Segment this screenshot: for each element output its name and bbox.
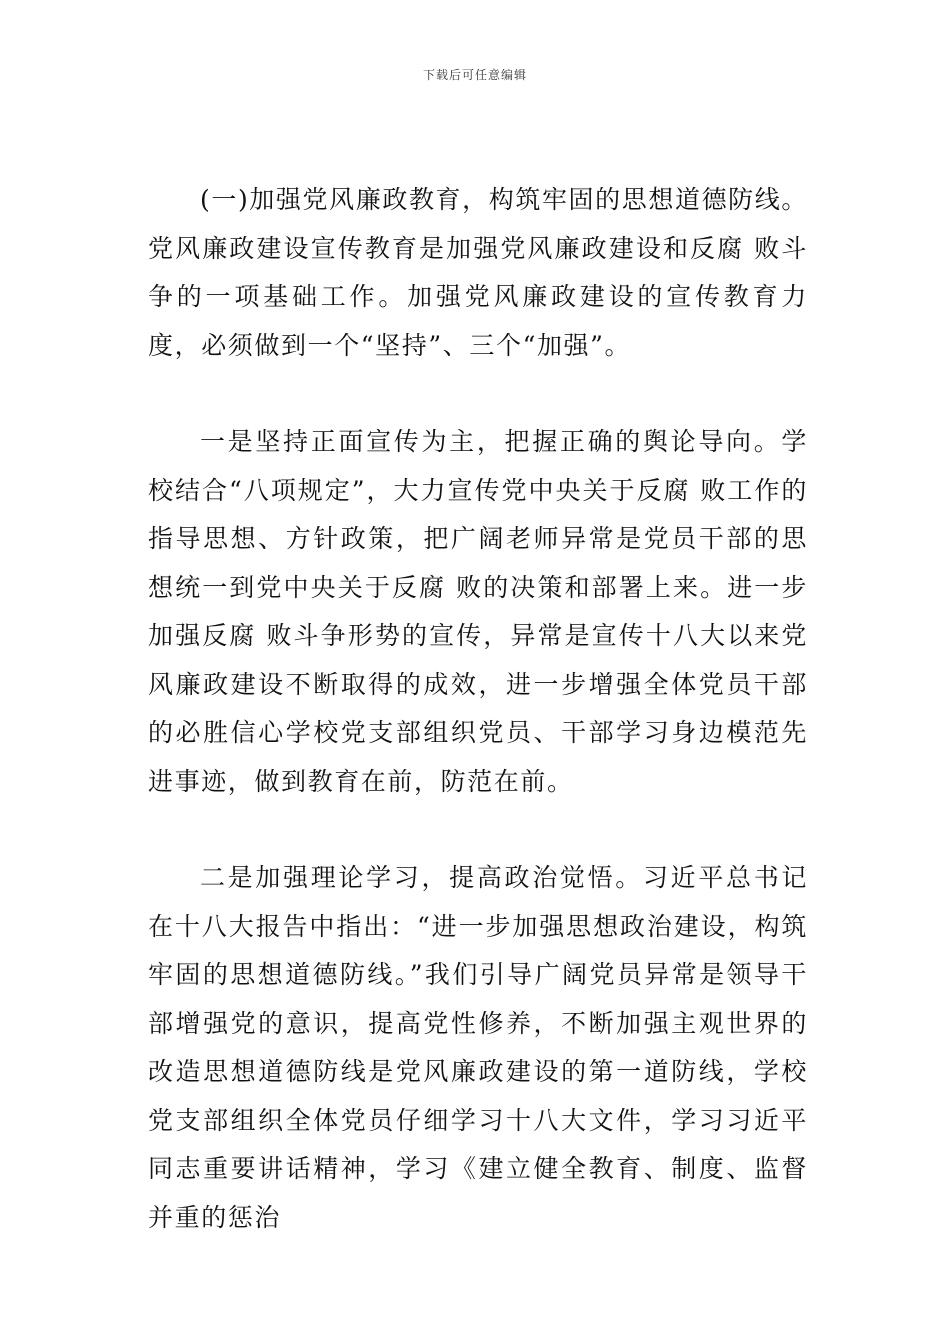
paragraph-2: 一是坚持正面宣传为主，把握正确的舆论导向。学校结合“八项规定”，大力宣传党中央关于反腐 败工作的指导思想、方针政策，把广阔老师异常是党员干部的思想统一到党中央关于反腐 败的决策和部署上来。进一步加强反腐 败斗争形势的宣传，异常是宣传十八大以来党风廉政建设不断取得的成效，进一步增强全体党员干部的必胜信心学校党支部组织党员、干部学习身边模范先进事迹，做到教育在前，防范在前。 (148, 427, 808, 796)
paragraph-1: (一)加强党风廉政教育，构筑牢固的思想道德防线。党风廉政建设宣传教育是加强党风廉政建设和反腐 败斗争的一项基础工作。加强党风廉政建设的宣传教育力度，必须做到一个“坚持”、三个“加强”。 (148, 185, 808, 360)
header-note: 下载后可任意编辑 (422, 68, 527, 82)
document-body (148, 176, 808, 1242)
paragraph-3: 二是加强理论学习，提高政治觉悟。习近平总书记在十八大报告中指出：“进一步加强思想政治建设，构筑牢固的思想道德防线。”我们引导广阔党员异常是领导干部增强党的意识，提高党性修养，不断加强主观世界的改造思想道德防线是党风廉政建设的第一道防线，学校党支部组织全体党员仔细学习十八大文件，学习习近平同志重要讲话精神，学习《建立健全教育、制度、监督并重的惩治 (148, 863, 808, 1232)
